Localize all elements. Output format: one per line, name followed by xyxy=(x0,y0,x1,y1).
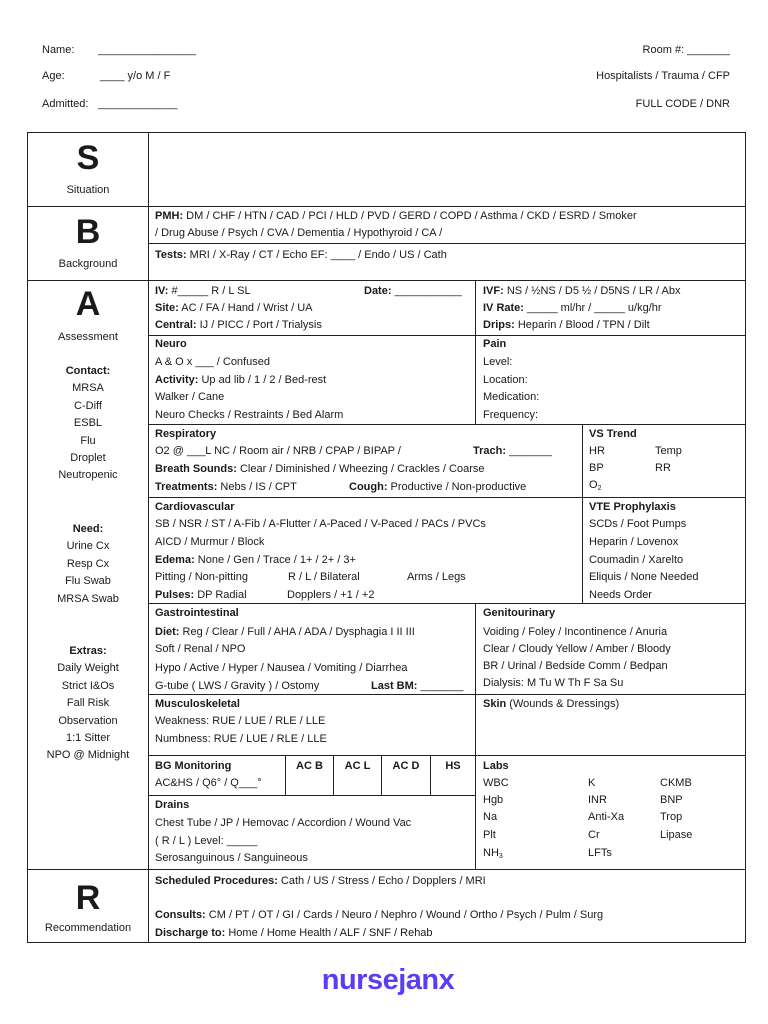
oxygen-options[interactable]: O2 @ ___L NC / Room air / NRB / CPAP / BIPAP / xyxy=(155,445,401,457)
lab-plt[interactable]: Plt xyxy=(483,829,496,841)
extras-list xyxy=(28,643,148,765)
letter-s: S xyxy=(76,139,100,177)
vte-option[interactable]: Eliquis / None Needed xyxy=(589,571,699,583)
msk-title: Musculoskeletal xyxy=(155,698,240,710)
lab-nh3[interactable] xyxy=(483,847,503,863)
vs-o2-subscript: 2 xyxy=(597,485,602,492)
contact-item[interactable]: ESBL xyxy=(73,417,103,430)
drains-title: Drains xyxy=(155,799,190,811)
contact-item[interactable]: Neutropenic xyxy=(58,469,118,482)
last-bm-line[interactable] xyxy=(371,680,463,693)
pain-level[interactable]: Level: xyxy=(483,356,513,368)
pmh-line-2[interactable]: / Drug Abuse / Psych / CVA / Dementia / Hypothyroid / CA / xyxy=(155,227,443,239)
iv-line[interactable] xyxy=(155,285,251,298)
name-field[interactable]: ________________ xyxy=(98,44,196,56)
pmh-label: PMH: xyxy=(155,210,184,222)
bg-col-acd[interactable]: AC D xyxy=(392,760,420,772)
breath-sounds-line[interactable] xyxy=(155,463,485,476)
situation-caption: Situation xyxy=(66,184,110,196)
iv-rate-label: IV Rate: xyxy=(483,302,524,314)
drain-output-options[interactable]: Serosanguinous / Sanguineous xyxy=(155,852,308,864)
cough-label: Cough: xyxy=(349,481,388,493)
neuro-safety[interactable]: Neuro Checks / Restraints / Bed Alarm xyxy=(155,409,344,421)
gu-title: Genitourinary xyxy=(483,607,556,619)
scheduled-procedures-options[interactable]: Cath / US / Stress / Echo / Dopplers / MRI xyxy=(277,875,486,887)
nursejanx-logo: nursejanx xyxy=(321,964,455,996)
vs-o2-label: O xyxy=(589,479,598,491)
rhythm-options[interactable]: SB / NSR / ST / A-Fib / A-Flutter / A-Paced / V-Paced / PACs / PVCs xyxy=(155,518,486,530)
need-item[interactable]: Flu Swab xyxy=(65,575,111,588)
bg-col-acb[interactable]: AC B xyxy=(296,760,323,772)
lab-trop[interactable]: Trop xyxy=(660,811,683,823)
edema-line[interactable] xyxy=(155,554,356,567)
recommendation-caption: Recommendation xyxy=(44,922,132,934)
gi-symptoms[interactable]: Hypo / Active / Hyper / Nausea / Vomiting / Diarrhea xyxy=(155,662,408,674)
consults-options[interactable]: CM / PT / OT / GI / Cards / Neuro / Nephro / Wound / Ortho / Psych / Pulm / Surg xyxy=(205,909,604,921)
toileting-options[interactable]: BR / Urinal / Bedside Comm / Bedpan xyxy=(483,660,668,672)
drain-type-options[interactable]: Chest Tube / JP / Hemovac / Accordion / Wound Vac xyxy=(155,817,412,829)
tests-line[interactable] xyxy=(155,249,447,262)
scheduled-procedures-label: Scheduled Procedures: xyxy=(155,875,278,887)
room-field[interactable]: Room #: _______ xyxy=(642,44,730,56)
bg-monitoring-title: BG Monitoring xyxy=(155,760,232,772)
drips-line[interactable] xyxy=(483,319,650,332)
lab-anti-xa[interactable]: Anti-Xa xyxy=(588,811,625,823)
respiratory-title: Respiratory xyxy=(155,428,217,440)
pitting-options[interactable]: Pitting / Non-pitting xyxy=(155,571,248,583)
divider-iv-neuro xyxy=(148,335,746,336)
drips-options[interactable]: Heparin / Blood / TPN / Dilt xyxy=(514,319,650,331)
date-label: Date: xyxy=(364,285,392,297)
drips-label: Drips: xyxy=(483,319,515,331)
vs-hr[interactable]: HR xyxy=(589,445,605,457)
edema-options[interactable]: None / Gen / Trace / 1+ / 2+ / 3+ xyxy=(194,554,356,566)
site-line[interactable] xyxy=(155,302,313,315)
cough-options[interactable]: Productive / Non-productive xyxy=(387,481,527,493)
dopplers-options[interactable]: Dopplers / +1 / +2 xyxy=(287,589,375,601)
last-bm-field[interactable]: _______ xyxy=(417,680,464,692)
service-options[interactable]: Hospitalists / Trauma / CFP xyxy=(596,70,730,82)
pmh-options[interactable]: DM / CHF / HTN / CAD / PCI / HLD / PVD / GERD / COPD / Asthma / CKD / ESRD / Smoker xyxy=(183,210,637,222)
lab-hgb[interactable]: Hgb xyxy=(483,794,504,806)
vs-o2[interactable] xyxy=(589,479,601,495)
tests-label: Tests: xyxy=(155,249,187,261)
neuro-title: Neuro xyxy=(155,338,187,350)
consults-line[interactable] xyxy=(155,909,603,922)
letter-r: R xyxy=(75,879,101,917)
need-item[interactable]: MRSA Swab xyxy=(57,592,119,605)
divider-a-r xyxy=(27,869,746,870)
letter-a: A xyxy=(75,285,101,323)
pulses-line[interactable] xyxy=(155,589,247,602)
activity-options[interactable]: Up ad lib / 1 / 2 / Bed-rest xyxy=(198,374,327,386)
treatments-line[interactable] xyxy=(155,481,297,494)
breath-sounds-options[interactable]: Clear / Diminished / Wheezing / Crackles / Coarse xyxy=(236,463,485,475)
extras-title: Extras: xyxy=(69,645,107,657)
need-title: Need: xyxy=(72,523,104,535)
pain-title: Pain xyxy=(483,338,507,350)
skin-title: Skin xyxy=(483,698,507,710)
lab-nh3-subscript: 3 xyxy=(498,853,503,860)
diet-label: Diet: xyxy=(155,626,180,638)
need-list xyxy=(28,521,148,608)
divider-s-b xyxy=(27,206,746,207)
vs-trend-title: VS Trend xyxy=(589,428,637,440)
gi-title: Gastrointestinal xyxy=(155,607,239,619)
drain-level[interactable]: ( R / L ) Level: _____ xyxy=(155,835,258,847)
vte-option[interactable]: SCDs / Foot Pumps xyxy=(589,518,687,530)
diet-line[interactable] xyxy=(155,626,415,639)
divider-iv-ivf xyxy=(475,280,476,424)
weakness-options[interactable]: Weakness: RUE / LUE / RLE / LLE xyxy=(155,715,326,727)
iv-options[interactable]: #_____ R / L SL xyxy=(168,285,251,297)
site-label: Site: xyxy=(155,302,179,314)
contact-item[interactable]: Droplet xyxy=(70,452,106,465)
vte-option[interactable]: Needs Order xyxy=(589,589,652,601)
pain-frequency[interactable]: Frequency: xyxy=(483,409,539,421)
discharge-options[interactable]: Home / Home Health / ALF / SNF / Rehab xyxy=(225,927,433,939)
diet-options[interactable]: Reg / Clear / Full / AHA / ADA / Dysphagia I II III xyxy=(179,626,415,638)
pmh-line-1[interactable] xyxy=(155,210,637,223)
central-label: Central: xyxy=(155,319,197,331)
iv-rate-field[interactable]: _____ ml/hr / _____ u/kg/hr xyxy=(523,302,662,314)
central-options[interactable]: IJ / PICC / Port / Trialysis xyxy=(196,319,322,331)
tests-options[interactable]: MRI / X-Ray / CT / Echo EF: ____ / Endo / US / Cath xyxy=(186,249,447,261)
voiding-options[interactable]: Voiding / Foley / Incontinence / Anuria xyxy=(483,626,668,638)
treatments-options[interactable]: Nebs / IS / CPT xyxy=(217,481,297,493)
contact-item[interactable]: Flu xyxy=(80,434,96,447)
letter-column-divider xyxy=(148,132,149,943)
cardiac-devices[interactable]: AICD / Murmur / Block xyxy=(155,536,265,548)
discharge-label: Discharge to: xyxy=(155,927,226,939)
pain-medication[interactable]: Medication: xyxy=(483,391,540,403)
edema-label: Edema: xyxy=(155,554,195,566)
pulses-options[interactable]: DP Radial xyxy=(194,589,247,601)
iv-rate-line[interactable] xyxy=(483,302,662,315)
age-field[interactable]: ____ y/o M / F xyxy=(100,70,171,82)
divider-bg-drains xyxy=(148,795,475,796)
vs-bp[interactable]: BP xyxy=(589,462,604,474)
mobility-aids[interactable]: Walker / Cane xyxy=(155,391,225,403)
skin-subtitle: (Wounds & Dressings) xyxy=(506,698,620,710)
lab-na[interactable]: Na xyxy=(483,811,498,823)
last-bm-label: Last BM: xyxy=(371,680,418,692)
cough-line[interactable] xyxy=(349,481,526,494)
vs-temp[interactable]: Temp xyxy=(655,445,682,457)
vte-title: VTE Prophylaxis xyxy=(589,501,676,513)
diet-options-2[interactable]: Soft / Renal / NPO xyxy=(155,643,246,655)
edema-location-options[interactable]: Arms / Legs xyxy=(407,571,466,583)
assessment-caption: Assessment xyxy=(58,331,118,343)
divider-resp-cardio xyxy=(148,497,746,498)
bg-col-acl[interactable]: AC L xyxy=(344,760,371,772)
cardio-title: Cardiovascular xyxy=(155,501,235,513)
lab-cr[interactable]: Cr xyxy=(588,829,600,841)
ivf-options[interactable]: NS / ½NS / D5 ½ / D5NS / LR / Abx xyxy=(503,285,681,297)
name-label: Name: xyxy=(42,44,75,56)
trach-field[interactable]: _______ xyxy=(506,445,552,457)
central-line[interactable] xyxy=(155,319,322,332)
discharge-line[interactable] xyxy=(155,927,433,940)
contact-list xyxy=(28,363,148,485)
extras-item[interactable]: Fall Risk xyxy=(66,697,110,710)
divider-cardio-gi xyxy=(148,603,746,604)
trach-label: Trach: xyxy=(473,445,507,457)
site-options[interactable]: AC / FA / Hand / Wrist / UA xyxy=(178,302,313,314)
extras-item[interactable]: Daily Weight xyxy=(57,662,119,675)
admitted-label: Admitted: xyxy=(42,98,89,110)
divider-b-a xyxy=(27,280,746,281)
skin-notes-area[interactable] xyxy=(477,714,744,754)
need-item[interactable]: Resp Cx xyxy=(66,557,110,570)
labs-title: Labs xyxy=(483,760,509,772)
vte-option[interactable]: Coumadin / Xarelto xyxy=(589,554,684,566)
contact-item[interactable]: C-Diff xyxy=(74,399,102,412)
divider-gi-gu xyxy=(475,603,476,869)
extras-item[interactable]: Strict I&Os xyxy=(61,679,115,692)
neuro-orientation[interactable]: A & O x ___ / Confused xyxy=(155,356,270,368)
code-status-options[interactable]: FULL CODE / DNR xyxy=(635,98,730,110)
numbness-options[interactable]: Numbness: RUE / LUE / RLE / LLE xyxy=(155,733,327,745)
iv-date[interactable] xyxy=(364,285,462,298)
lab-lfts[interactable]: LFTs xyxy=(588,847,612,859)
vte-option[interactable]: Heparin / Lovenox xyxy=(589,536,679,548)
consults-label: Consults: xyxy=(155,909,206,921)
activity-label: Activity: xyxy=(155,374,199,386)
lab-k[interactable]: K xyxy=(588,777,596,789)
pulses-label: Pulses: xyxy=(155,589,195,601)
bg-frequency-options[interactable]: AC&HS / Q6° / Q___° xyxy=(155,777,262,789)
divider-neuro-resp xyxy=(148,424,746,425)
treatments-label: Treatments: xyxy=(155,481,218,493)
lab-bnp[interactable]: BNP xyxy=(660,794,683,806)
bg-col-hs[interactable]: HS xyxy=(445,760,461,772)
lab-ckmb[interactable]: CKMB xyxy=(660,777,692,789)
extras-item[interactable]: NPO @ Midnight xyxy=(46,749,130,762)
divider-pmh-tests xyxy=(148,243,746,244)
divider-resp-vs xyxy=(582,424,583,603)
age-label: Age: xyxy=(42,70,65,82)
edema-side-options[interactable]: R / L / Bilateral xyxy=(288,571,360,583)
breath-sounds-label: Breath Sounds: xyxy=(155,463,237,475)
lab-nh3-label: NH xyxy=(483,847,499,859)
need-item[interactable]: Urine Cx xyxy=(66,540,110,553)
ivf-label: IVF: xyxy=(483,285,504,297)
trach-line[interactable] xyxy=(473,445,552,458)
letter-b: B xyxy=(75,213,101,251)
extras-item[interactable]: Observation xyxy=(58,714,118,727)
lab-inr[interactable]: INR xyxy=(588,794,607,806)
activity-line[interactable] xyxy=(155,374,326,387)
situation-notes-area[interactable] xyxy=(150,134,744,204)
divider-msk-bg xyxy=(148,755,746,756)
iv-label: IV: xyxy=(155,285,169,297)
lab-lipase[interactable]: Lipase xyxy=(660,829,693,841)
dialysis-days[interactable]: Dialysis: M Tu W Th F Sa Su xyxy=(483,677,624,689)
vs-rr[interactable]: RR xyxy=(655,462,671,474)
divider-gi-msk xyxy=(148,694,746,695)
date-field[interactable]: ___________ xyxy=(391,285,462,297)
extras-item[interactable]: 1:1 Sitter xyxy=(65,732,111,745)
contact-title: Contact: xyxy=(65,365,111,377)
scheduled-procedures-line[interactable] xyxy=(155,875,486,888)
background-caption: Background xyxy=(58,258,118,270)
lab-wbc[interactable]: WBC xyxy=(483,777,509,789)
admitted-field[interactable]: _____________ xyxy=(98,98,178,110)
contact-item[interactable]: MRSA xyxy=(72,382,104,395)
pain-location[interactable]: Location: xyxy=(483,374,528,386)
ivf-line[interactable] xyxy=(483,285,680,298)
gi-tube-options[interactable]: G-tube ( LWS / Gravity ) / Ostomy xyxy=(155,680,320,692)
skin-heading xyxy=(483,698,619,711)
urine-options[interactable]: Clear / Cloudy Yellow / Amber / Bloody xyxy=(483,643,671,655)
